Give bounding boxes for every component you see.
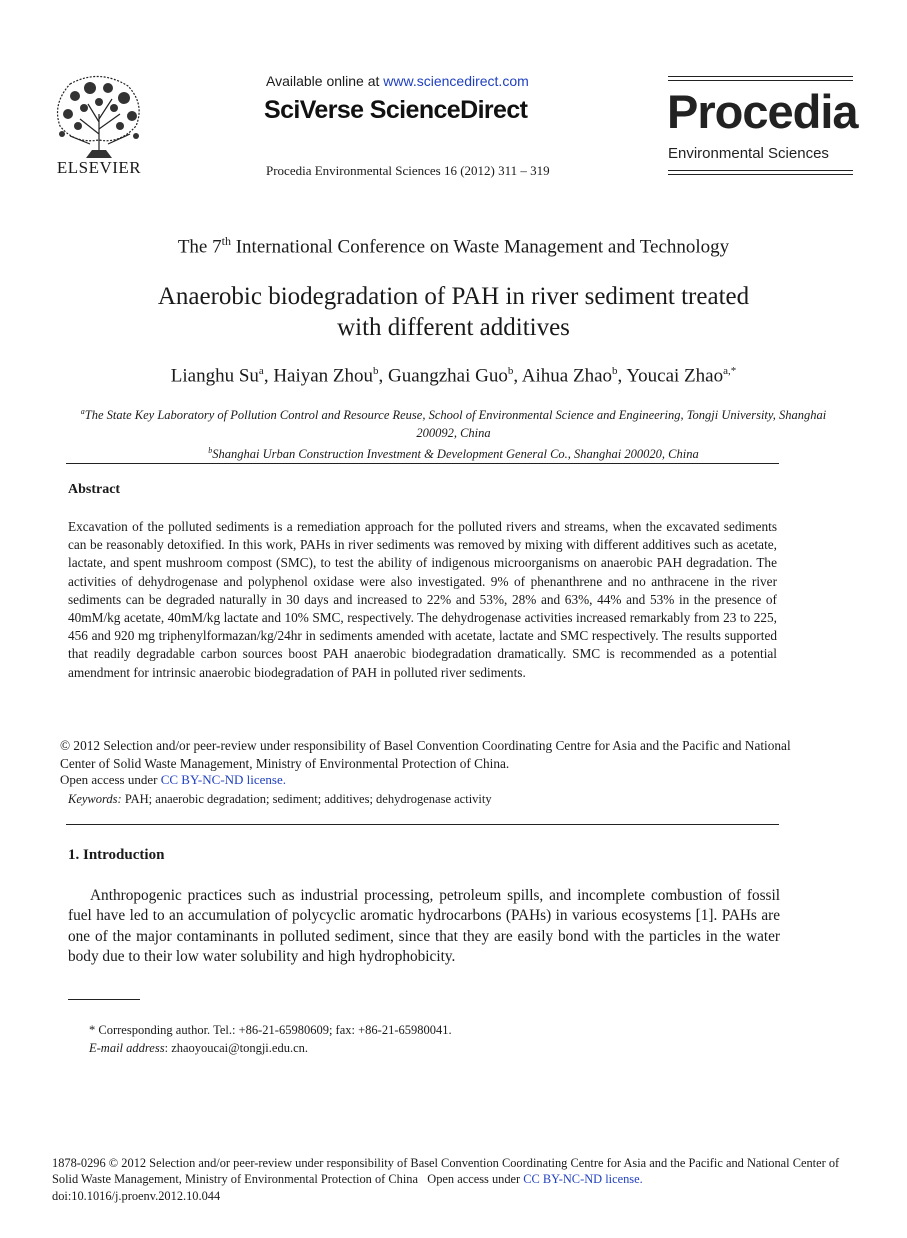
divider bbox=[66, 463, 779, 464]
copyright-notice: © 2012 Selection and/or peer-review under responsibility of Basel Convention Coordinating Centre for Asia and the Pacific and National Center of Solid Waste Management, Ministry of Environmental Protection of China. bbox=[60, 738, 791, 771]
author-affil-mark: b bbox=[612, 365, 618, 377]
email-sep: : bbox=[164, 1040, 172, 1055]
affiliation-text: Shanghai Urban Construction Investment & Development General Co., Shanghai 200020, China bbox=[212, 447, 699, 462]
footnote bbox=[89, 1022, 452, 1057]
issn-line: 1878-0296 © 2012 Selection and/or peer-review under responsibility of Basel Convention Coordinating Centre for Asia and the Pacific and National Center of Solid Waste Management, Ministry of Environmental Protection of China bbox=[52, 1156, 840, 1187]
author-name: Youcai Zhao bbox=[626, 365, 724, 387]
title-line: with different additives bbox=[337, 314, 570, 341]
conference-prefix: The 7 bbox=[177, 236, 222, 258]
email-end: . bbox=[304, 1040, 309, 1055]
title-line: Anaerobic biodegradation of PAH in river sediment treated bbox=[157, 283, 750, 310]
author-list: Lianghu Su$^a$, Haiyan Zhou$^b$, Guangzhai Guo$^b$, Aihua Zhao$^b$, Youcai Zhao$^{a,*}$ bbox=[170, 365, 737, 387]
author-affil-mark: a,* bbox=[723, 365, 737, 377]
abstract-body: Excavation of the polluted sediments is a remediation approach for the polluted rivers and streams, when the excavated sediments can be reasonably detoxified. In this work, PAHs in river sediments was removed by mixing with different additives such as acetate, lactate, and spent mushroom compost (SMC), to test the ability of indigenous microorganisms on anaerobic PAH degradation. The activities of dehydrogenase and polyphenol oxidase were also investigated. 9% of phenanthrene and no anthracene in the river sediments can be degraded naturally in 30 days and increased to 22% and 53%, 28% and 63%, 44% and 53% in the presence of 40mM/kg acetate, 40mM/kg lactate and 10% SMC, respectively. The dehydrogenase activities increased remarkably from 23 to 225, 456 and 920 mg triphenylformazan/kg/24hr in sediments amended with acetate, lactate and SMC respectively. The results supported that readily degradable carbon sources boost PAH anaerobic biodegradation dramatically. SMC is recommended as a potential amendment for intrinsic anaerobic biodegradation of PAH in polluted river sediments. bbox=[68, 519, 777, 680]
conference-ordinal: th bbox=[221, 234, 231, 248]
open-access-line bbox=[60, 772, 286, 788]
email-line bbox=[89, 1040, 452, 1058]
procedia-logo: Procedia bbox=[667, 85, 858, 138]
divider bbox=[66, 824, 779, 825]
elsevier-wordmark: ELSEVIER bbox=[56, 158, 142, 177]
footnote-rule bbox=[68, 999, 140, 1000]
affiliation bbox=[60, 442, 847, 464]
doi[interactable]: doi:10.1016/j.proenv.2012.10.044 bbox=[52, 1188, 221, 1203]
journal-reference: Procedia Environmental Sciences 16 (2012) 311 – 319 bbox=[266, 163, 550, 178]
author-name: Lianghu Su bbox=[170, 365, 259, 387]
affiliations bbox=[60, 403, 847, 464]
author-name: Aihua Zhao bbox=[521, 365, 613, 387]
bottom-open-access-prefix: Open access under bbox=[427, 1172, 524, 1187]
affiliation-text: The State Key Laboratory of Pollution Control and Resource Reuse, School of Environmental Science and Engineering, Tongji University, Shanghai 200092, China bbox=[84, 408, 827, 440]
author-affil-mark: b bbox=[373, 365, 379, 377]
keywords-text: PAH; anaerobic degradation; sediment; additives; dehydrogenase activity bbox=[121, 792, 492, 806]
author-affil-mark: a bbox=[258, 365, 264, 377]
available-prefix: Available online at bbox=[266, 73, 384, 89]
conference-rest: International Conference on Waste Management and Technology bbox=[230, 236, 730, 258]
corresponding-author: * Corresponding author. Tel.: +86-21-65980609; fax: +86-21-65980041. bbox=[89, 1023, 452, 1037]
procedia-subtitle: Environmental Sciences bbox=[668, 145, 829, 162]
keywords bbox=[68, 792, 492, 807]
issn-footer bbox=[52, 1155, 852, 1204]
email-label: E-mail address bbox=[89, 1040, 165, 1055]
email-address[interactable]: zhaoyoucai@tongji.edu.cn bbox=[171, 1040, 305, 1055]
sciencedirect-link[interactable]: www.sciencedirect.com bbox=[383, 73, 529, 89]
bottom-license-link[interactable]: CC BY-NC-ND license. bbox=[523, 1172, 643, 1187]
paper-title bbox=[0, 281, 907, 343]
license-link[interactable]: CC BY-NC-ND license. bbox=[160, 772, 287, 787]
affiliation bbox=[60, 403, 847, 442]
affiliation-mark: a bbox=[80, 407, 85, 416]
abstract-heading: Abstract bbox=[68, 482, 121, 497]
conference-name bbox=[0, 234, 907, 258]
sciverse-logo-text: SciVerse ScienceDirect bbox=[264, 96, 528, 124]
open-access-prefix: Open access under bbox=[60, 772, 161, 787]
author-affil-mark: b bbox=[507, 365, 514, 377]
author-name: Guangzhai Guo bbox=[388, 365, 508, 387]
available-online bbox=[266, 73, 529, 89]
section-heading: 1. Introduction bbox=[68, 847, 165, 863]
keywords-label: Keywords: bbox=[68, 792, 122, 806]
affiliation-mark: b bbox=[208, 446, 213, 456]
procedia-rule-bottom bbox=[668, 170, 853, 175]
intro-paragraph: Anthropogenic practices such as industrial processing, petroleum spills, and incomplete combustion of fossil fuel have led to an accumulation of polycyclic aromatic hydrocarbons (PAHs) in various ecosystems [1]. PAHs are one of the major contaminants in polluted sediment, since that they are easily bond with the particles in the water body due to their low water solubility and high hydrophobicity. bbox=[68, 887, 780, 966]
author-name: Haiyan Zhou bbox=[273, 365, 374, 387]
procedia-rule-top bbox=[668, 76, 853, 81]
